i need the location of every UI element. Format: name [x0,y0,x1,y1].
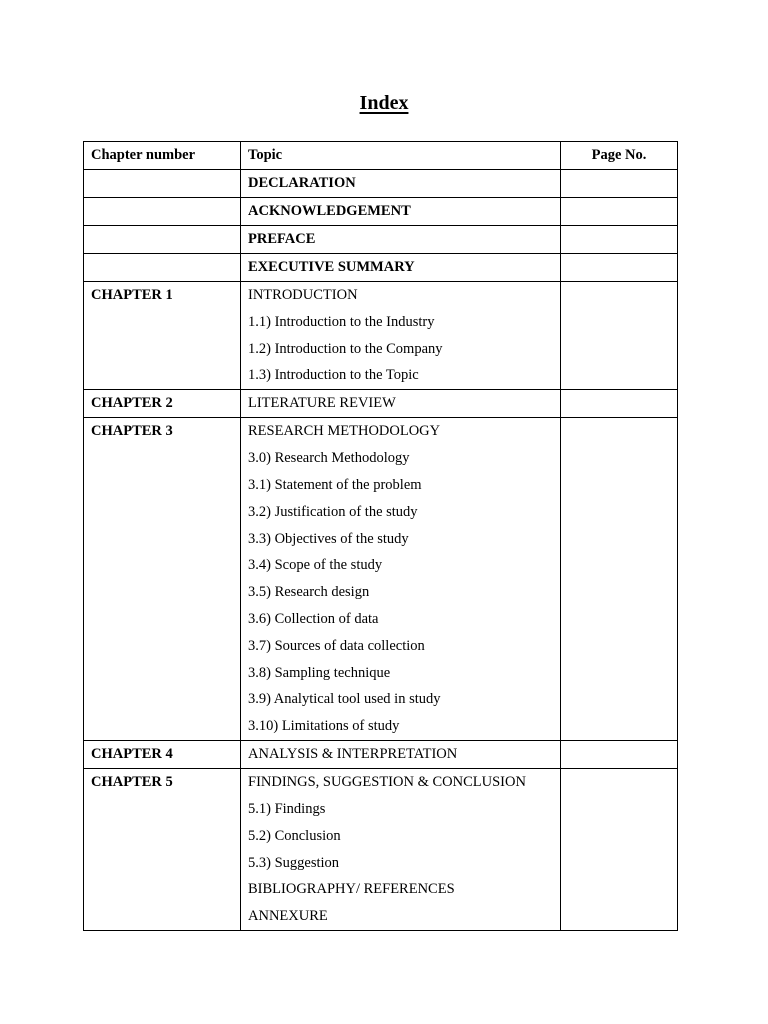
table-row [84,282,678,390]
topic-line: FINDINGS, SUGGESTION & CONCLUSION [248,774,526,791]
table-row [84,198,678,226]
topic-cell: EXECUTIVE SUMMARY [241,254,561,282]
index-table [83,141,678,931]
topic-line: 3.1) Statement of the problem [248,476,422,493]
page-cell [561,254,678,282]
table-row [84,254,678,282]
page-cell [561,418,678,741]
topic-line: RESEARCH METHODOLOGY [248,423,441,440]
table-row [84,418,678,741]
page-cell [561,390,678,418]
topic-line: 3.4) Scope of the study [248,557,383,574]
page-cell [561,198,678,226]
chapter-cell [84,170,241,198]
topic-line: 5.2) Conclusion [248,827,341,844]
topic-line: 3.6) Collection of data [248,610,379,627]
topic-line: 3.3) Objectives of the study [248,530,409,547]
table-row [84,390,678,418]
chapter-cell [84,198,241,226]
topic-line: 3.7) Sources of data collection [248,637,425,654]
chapter-cell [84,226,241,254]
topic-line: 1.1) Introduction to the Industry [248,313,435,330]
table-row [84,226,678,254]
page-cell [561,226,678,254]
chapter-cell: CHAPTER 4 [84,741,241,769]
topic-cell: PREFACE [241,226,561,254]
topic-line: BIBLIOGRAPHY/ REFERENCES [248,881,455,898]
page-cell [561,282,678,390]
chapter-cell: CHAPTER 1 [84,282,241,390]
topic-line: 3.10) Limitations of study [248,718,400,735]
topic-line: 3.5) Research design [248,584,370,601]
topic-cell: ANALYSIS & INTERPRETATION [241,741,561,769]
header-chapter-number: Chapter number [84,142,241,170]
topic-line: INTRODUCTION [248,287,358,303]
table-row [84,769,678,931]
header-page-no: Page No. [561,142,678,170]
table-row [84,741,678,769]
topic-line: 3.0) Research Methodology [248,450,410,467]
topic-line: 5.3) Suggestion [248,854,340,871]
chapter-cell: CHAPTER 3 [84,418,241,741]
table-header-row [84,142,678,170]
chapter-cell: CHAPTER 2 [84,390,241,418]
page-cell [561,170,678,198]
topic-line: 1.3) Introduction to the Topic [248,367,419,384]
page-cell [561,741,678,769]
topic-line: 3.8) Sampling technique [248,664,391,681]
topic-line: 1.2) Introduction to the Company [248,340,443,357]
table-row [84,170,678,198]
page-title: Index [359,92,409,114]
page-cell [561,769,678,931]
topic-cell [241,418,561,741]
header-topic: Topic [241,142,561,170]
topic-line: 3.2) Justification of the study [248,503,418,520]
topic-cell: ACKNOWLEDGEMENT [241,198,561,226]
topic-line: 5.1) Findings [248,800,326,817]
topic-cell [241,282,561,390]
chapter-cell [84,254,241,282]
topic-cell: LITERATURE REVIEW [241,390,561,418]
topic-cell: DECLARATION [241,170,561,198]
topic-line: 3.9) Analytical tool used in study [248,691,441,708]
topic-line: ANNEXURE [248,908,328,925]
topic-cell [241,769,561,931]
chapter-cell: CHAPTER 5 [84,769,241,931]
